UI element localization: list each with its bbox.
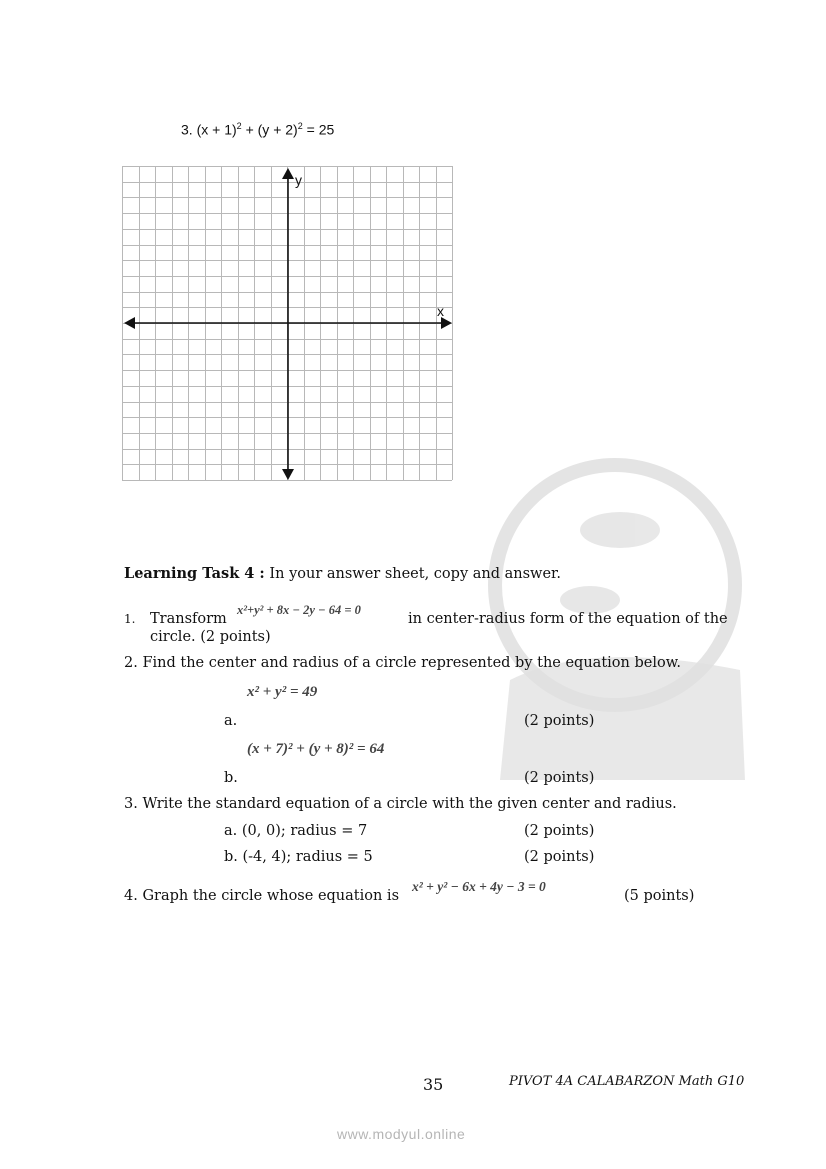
item-4-text: 4. Graph the circle whose equation is — [124, 888, 400, 904]
item-1-number: 1. — [124, 612, 136, 626]
problem-3-equation — [181, 117, 334, 139]
x-axis-label: x — [437, 303, 444, 319]
eq-exponent-a: 2 — [236, 121, 242, 131]
page-number: 35 — [423, 1075, 444, 1094]
item-1-text: Transform — [150, 611, 227, 627]
item-3b-points: (2 points) — [524, 849, 595, 865]
item-2a-label: a. — [224, 713, 238, 729]
x-axis-left-arrow — [124, 317, 135, 329]
item-1-text-after: in center-radius form of the equation of the — [408, 611, 728, 627]
item-4-equation: x² + y² − 6x + 4y − 3 = 0 — [412, 879, 546, 894]
item-3a-points: (2 points) — [524, 823, 595, 839]
item-2b-points: (2 points) — [524, 770, 595, 786]
eq-term-b: (y + 2) — [257, 121, 298, 138]
item-3b-text: b. (-4, 4); radius = 5 — [224, 849, 373, 865]
eq-term-a: (x + 1) — [196, 121, 237, 138]
item-1-text-line2: circle. (2 points) — [150, 629, 271, 645]
item-3-text: 3. Write the standard equation of a circle with the given center and radius. — [124, 796, 677, 812]
y-axis-bottom-arrow — [282, 469, 294, 480]
coordinate-grid — [122, 166, 454, 482]
eq-rhs: = 25 — [306, 121, 335, 138]
item-4-points: (5 points) — [624, 888, 695, 904]
item-3a-text: a. (0, 0); radius = 7 — [224, 823, 368, 839]
item-2b-label: b. — [224, 770, 238, 786]
item-2a-points: (2 points) — [524, 713, 595, 729]
task-title: Learning Task 4 : — [124, 565, 265, 582]
task-instruction: In your answer sheet, copy and answer. — [269, 566, 561, 582]
problem-number: 3. — [181, 121, 193, 138]
website-watermark: www.modyul.online — [337, 1126, 466, 1142]
y-axis-top-arrow — [282, 168, 294, 179]
task-heading — [124, 565, 561, 583]
item-2a-equation: x² + y² = 49 — [247, 684, 318, 700]
eq-plus: + — [245, 121, 254, 138]
item-2-text: 2. Find the center and radius of a circle represented by the equation below. — [124, 655, 681, 671]
item-1-equation: x²+y² + 8x − 2y − 64 = 0 — [237, 603, 361, 617]
series-label: PIVOT 4A CALABARZON Math G10 — [509, 1074, 745, 1089]
item-2b-equation: (x + 7)² + (y + 8)² = 64 — [247, 741, 385, 757]
y-axis-label: y — [295, 172, 302, 188]
eq-exponent-b: 2 — [297, 121, 303, 131]
seal-watermark — [470, 380, 760, 790]
